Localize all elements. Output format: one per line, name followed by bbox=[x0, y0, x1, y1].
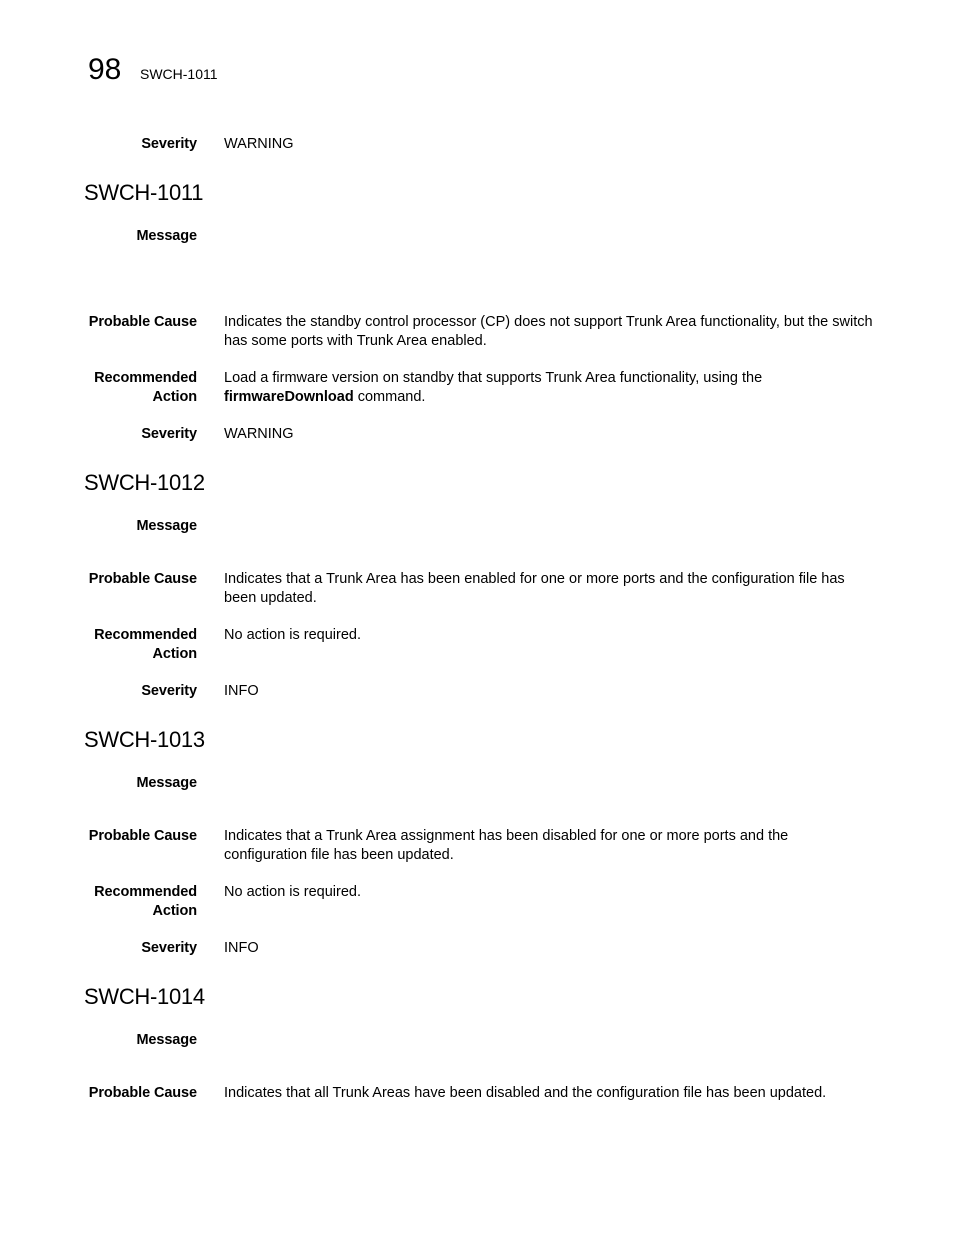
probable-cause-label: Probable Cause bbox=[88, 571, 197, 587]
message-label: Message bbox=[136, 518, 197, 534]
message-label: Message bbox=[136, 228, 197, 244]
probable-cause-label: Probable Cause bbox=[88, 828, 197, 844]
recommended-action-text bbox=[224, 369, 874, 407]
severity-label: Severity bbox=[141, 136, 197, 152]
severity-value: INFO bbox=[224, 940, 259, 956]
probable-cause-label: Probable Cause bbox=[88, 314, 197, 330]
section-heading-swch-1011: SWCH-1011 bbox=[84, 180, 204, 205]
action-label-line: Action bbox=[152, 646, 197, 662]
recommended-label-line: Recommended bbox=[94, 627, 197, 643]
recommended-action-text: No action is required. bbox=[224, 627, 362, 643]
section-heading-swch-1013: SWCH-1013 bbox=[84, 727, 205, 752]
section-heading-swch-1012: SWCH-1012 bbox=[84, 470, 205, 495]
probable-cause-label: Probable Cause bbox=[88, 1085, 197, 1101]
severity-label: Severity bbox=[141, 426, 197, 442]
severity-value: INFO bbox=[224, 683, 259, 699]
probable-cause-text: Indicates that all Trunk Areas have been disabled and the configuration file has been updated. bbox=[224, 1085, 827, 1101]
page-number: 98 bbox=[88, 53, 122, 86]
recommended-action-label bbox=[60, 626, 197, 664]
probable-cause-text: Indicates the standby control processor (CP) does not support Trunk Area functionality, but the switch has some ports with Trunk Area enabled. bbox=[224, 314, 873, 349]
probable-cause-text: Indicates that a Trunk Area has been enabled for one or more ports and the configuration file has been updated. bbox=[224, 571, 845, 606]
probable-cause-text: Indicates that a Trunk Area assignment has been disabled for one or more ports and the configuration file has been updated. bbox=[224, 828, 789, 863]
recommended-label-line: Recommended bbox=[94, 884, 197, 900]
recommended-action-label bbox=[60, 883, 197, 921]
message-label: Message bbox=[136, 775, 197, 791]
section-heading-swch-1014: SWCH-1014 bbox=[84, 984, 205, 1009]
action-label-line: Action bbox=[152, 903, 197, 919]
action-text-start: Load a firmware version on standby that supports Trunk Area functionality, using the bbox=[224, 370, 763, 386]
recommended-action-label bbox=[60, 369, 197, 407]
running-header: SWCH-1011 bbox=[140, 66, 218, 82]
severity-value: WARNING bbox=[224, 426, 294, 442]
action-label-line: Action bbox=[152, 389, 197, 405]
action-text-end: command. bbox=[353, 389, 426, 405]
recommended-action-text: No action is required. bbox=[224, 884, 362, 900]
severity-label: Severity bbox=[141, 940, 197, 956]
recommended-label-line: Recommended bbox=[94, 370, 197, 386]
message-label: Message bbox=[136, 1032, 197, 1048]
severity-value: WARNING bbox=[224, 136, 294, 152]
severity-label: Severity bbox=[141, 683, 197, 699]
command-name: firmwareDownload bbox=[224, 389, 354, 405]
